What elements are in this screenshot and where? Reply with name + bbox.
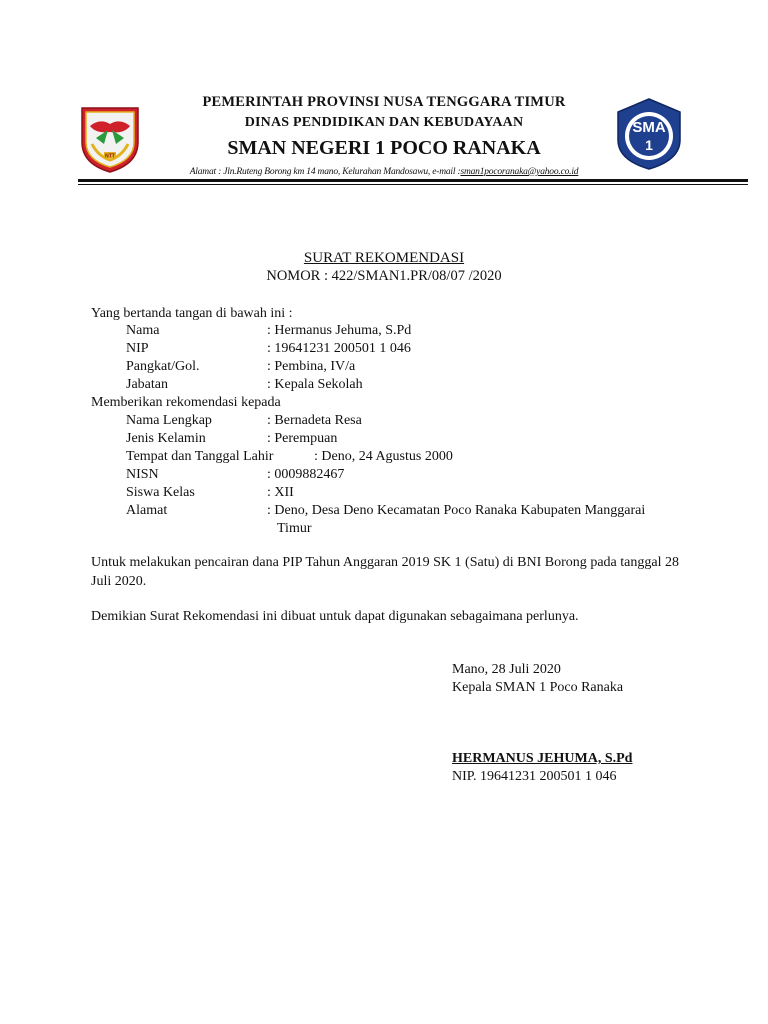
student-label-class: Siswa Kelas bbox=[126, 485, 195, 500]
closing-paragraph: Demikian Surat Rekomendasi ini dibuat untuk dapat digunakan sebagaimana perlunya. bbox=[91, 609, 579, 624]
letterhead-government: PEMERINTAH PROVINSI NUSA TENGGARA TIMUR bbox=[202, 94, 566, 110]
logo-right-text: SMA bbox=[632, 119, 666, 136]
student-label-birth: Tempat dan Tanggal Lahir bbox=[126, 449, 274, 464]
student-value-address: : Deno, Desa Deno Kecamatan Poco Ranaka Kabupaten Manggarai bbox=[267, 503, 646, 518]
student-value-address-cont: Timur bbox=[277, 521, 312, 536]
letterhead-department: DINAS PENDIDIKAN DAN KEBUDAYAAN bbox=[244, 115, 524, 130]
student-label-fullname: Nama Lengkap bbox=[126, 413, 212, 428]
logo-left-text: NTT bbox=[105, 153, 115, 160]
student-value-class: : XII bbox=[267, 485, 294, 500]
signer-value-nip: : 19641231 200501 1 046 bbox=[267, 341, 411, 356]
intro-text: Yang bertanda tangan di bawah ini : bbox=[91, 306, 293, 321]
letter-title: SURAT REKOMENDASI bbox=[303, 250, 465, 266]
signer-label-rank: Pangkat/Gol. bbox=[126, 359, 200, 374]
letterhead-school-name: SMAN NEGERI 1 POCO RANAKA bbox=[227, 137, 541, 159]
letterhead-address bbox=[0, 167, 768, 177]
signer-label-nip: NIP bbox=[126, 341, 149, 356]
email-link[interactable]: sman1pocoranaka@yahoo.co.id bbox=[460, 167, 579, 177]
student-value-nisn: : 0009882467 bbox=[267, 467, 345, 482]
signature-position: Kepala SMAN 1 Poco Ranaka bbox=[452, 680, 624, 695]
letterhead-divider-thick bbox=[78, 179, 748, 182]
logo-right-number: 1 bbox=[645, 137, 653, 153]
address-text: Alamat : Jln.Ruteng Borong km 14 mano, Kelurahan Mandosawu, e-mail : bbox=[189, 167, 461, 177]
letterhead-divider-thin bbox=[78, 184, 748, 185]
letter-number: NOMOR : 422/SMAN1.PR/08/07 /2020 bbox=[266, 268, 502, 284]
purpose-paragraph: Untuk melakukan pencairan dana PIP Tahun Anggaran 2019 SK 1 (Satu) di BNI Borong pada tanggal 28 Juli 2020. bbox=[91, 555, 679, 589]
student-value-birth: : Deno, 24 Agustus 2000 bbox=[314, 449, 453, 464]
student-label-nisn: NISN bbox=[126, 467, 159, 482]
signer-label-name: Nama bbox=[126, 323, 160, 338]
signer-value-rank: : Pembina, IV/a bbox=[267, 359, 356, 374]
student-value-gender: : Perempuan bbox=[267, 431, 338, 446]
signer-value-position: : Kepala Sekolah bbox=[267, 377, 363, 392]
recommend-intro-text: Memberikan rekomendasi kepada bbox=[91, 395, 281, 410]
signer-label-position: Jabatan bbox=[126, 377, 168, 392]
student-label-address: Alamat bbox=[126, 503, 168, 518]
signature-place-date: Mano, 28 Juli 2020 bbox=[452, 662, 561, 677]
signer-value-name: : Hermanus Jehuma, S.Pd bbox=[267, 323, 412, 338]
signature-nip: NIP. 19641231 200501 1 046 bbox=[452, 769, 617, 784]
student-label-gender: Jenis Kelamin bbox=[126, 431, 206, 446]
signature-name: HERMANUS JEHUMA, S.Pd bbox=[452, 751, 633, 766]
student-value-fullname: : Bernadeta Resa bbox=[267, 413, 362, 428]
